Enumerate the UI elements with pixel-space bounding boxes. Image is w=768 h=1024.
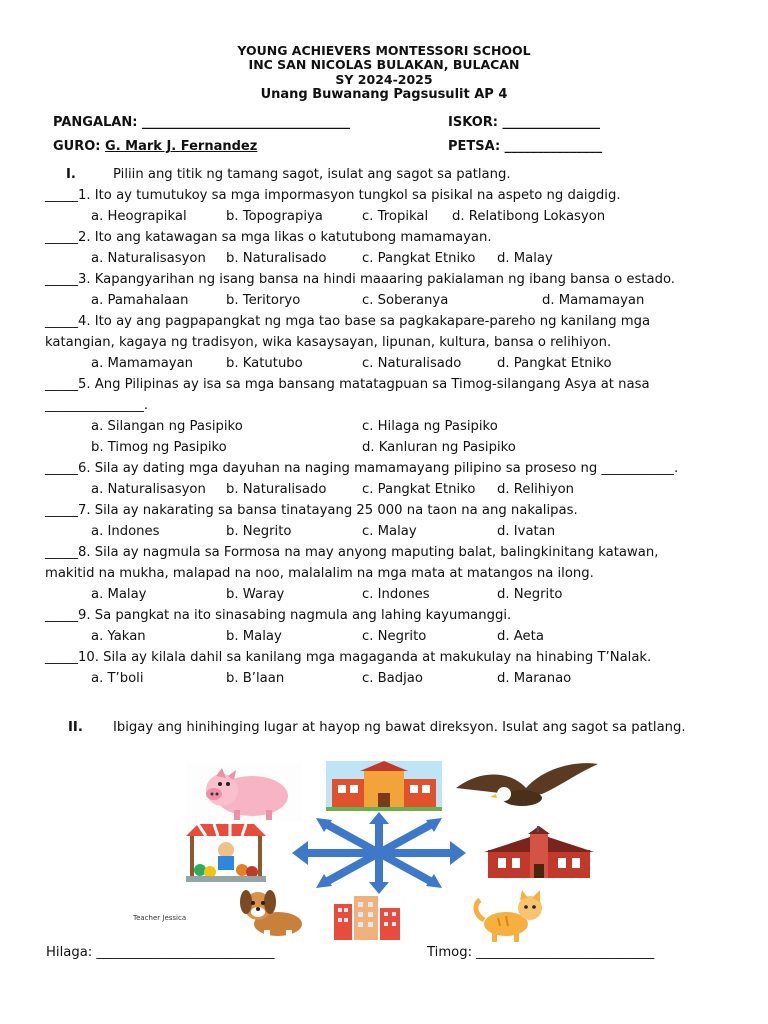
option: a. T’boli xyxy=(91,671,144,686)
option: b. Waray xyxy=(226,587,285,602)
option: b. Malay xyxy=(226,629,282,644)
question-8-cont: makitid na mukha, malapad na noo, malalalim na mga mata at matangos na ilong. xyxy=(45,566,594,581)
question-4-cont: katangian, kagaya ng tradisyon, wika kasaysayan, lipunan, kultura, bansa o relihiyon. xyxy=(45,335,612,350)
question-10: _____10. Sila ay kilala dahil sa kanilang mga magaganda at makukulay na hinabing T’Nalak. xyxy=(45,650,652,665)
option: b. Katutubo xyxy=(226,356,303,371)
option: a. Malay xyxy=(91,587,147,602)
compass-arrows-image xyxy=(290,812,468,894)
option: d. Malay xyxy=(497,251,553,266)
option: c. Indones xyxy=(362,587,430,602)
cat-image xyxy=(470,890,550,942)
option: b. Naturalisado xyxy=(226,482,327,497)
guro-field xyxy=(53,139,257,154)
option: c. Soberanya xyxy=(362,293,449,308)
option: b. Naturalisado xyxy=(226,251,327,266)
option: c. Hilaga ng Pasipiko xyxy=(362,419,498,434)
exam-title: Unang Buwanang Pagsusulit AP 4 xyxy=(260,87,508,102)
question-6: _____6. Sila ay dating mga dayuhan na naging mamamayang pilipino sa proseso ng ___________. xyxy=(45,461,679,476)
question-5: _____5. Ang Pilipinas ay isa sa mga bansang matatagpuan sa Timog-silangang Asya at nasa xyxy=(45,377,650,392)
option: b. B’laan xyxy=(226,671,285,686)
hilaga-answer-line: Hilaga: ___________________________ xyxy=(46,945,275,960)
option: b. Teritoryo xyxy=(226,293,301,308)
option: c. Tropikal xyxy=(362,209,429,224)
option: a. Heograpikal xyxy=(91,209,187,224)
school-year: SY 2024-2025 xyxy=(335,72,433,87)
option: b. Negrito xyxy=(226,524,292,539)
city-buildings-image xyxy=(330,896,404,940)
image-credit: Teacher Jessica xyxy=(133,914,187,922)
option: d. Negrito xyxy=(497,587,563,602)
part2-instruction: Ibigay ang hinihinging lugar at hayop ng bawat direksyon. Isulat ang sagot sa patlang. xyxy=(113,720,686,735)
church-image xyxy=(478,826,600,880)
option: a. Indones xyxy=(91,524,160,539)
question-4: _____4. Ito ay ang pagpapangkat ng mga tao base sa pagkakapare-pareho ng kanilang mga xyxy=(45,314,651,329)
timog-answer-line: Timog: ___________________________ xyxy=(427,945,655,960)
option: d. Mamamayan xyxy=(542,293,645,308)
question-9: _____9. Sa pangkat na ito sinasabing nagmula ang lahing kayumanggi. xyxy=(45,608,512,623)
iskor-field: ISKOR: _______________ xyxy=(448,115,600,130)
school-address: INC SAN NICOLAS BULAKAN, BULACAN xyxy=(248,57,520,72)
question-3: _____3. Kapangyarihan ng isang bansa na hindi maaaring pakialaman ng ibang bansa o estado. xyxy=(45,272,675,287)
option: c. Negrito xyxy=(362,629,427,644)
option: a. Mamamayan xyxy=(91,356,194,371)
question-8: _____8. Sila ay nagmula sa Formosa na may anyong maputing balat, balingkinitang katawan, xyxy=(45,545,659,560)
question-7: _____7. Sila ay nakarating sa bansa tinatayang 25 000 na taon na ang nakalipas. xyxy=(45,503,578,518)
option: d. Aeta xyxy=(497,629,544,644)
part1-numeral: I. xyxy=(66,167,76,182)
option: c. Naturalisado xyxy=(362,356,462,371)
option: a. Silangan ng Pasipiko xyxy=(91,419,243,434)
option: a. Naturalisasyon xyxy=(91,251,206,266)
guro-name: G. Mark J. Fernandez xyxy=(105,139,258,154)
part1-instruction: Piliin ang titik ng tamang sagot, isulat ang sagot sa patlang. xyxy=(113,167,511,182)
option: c. Pangkat Etniko xyxy=(362,251,476,266)
option: d. Kanluran ng Pasipiko xyxy=(362,440,516,455)
option: c. Badjao xyxy=(362,671,423,686)
option: b. Timog ng Pasipiko xyxy=(91,440,227,455)
pig-image xyxy=(186,764,302,822)
option: a. Naturalisasyon xyxy=(91,482,206,497)
option: b. Topograpiya xyxy=(226,209,323,224)
option: d. Relihiyon xyxy=(497,482,575,497)
option: d. Ivatan xyxy=(497,524,556,539)
pangalan-field: PANGALAN: ________________________________ xyxy=(53,115,350,130)
eagle-image xyxy=(452,760,600,820)
guro-label: GURO: xyxy=(53,139,101,154)
option: a. Pamahalaan xyxy=(91,293,189,308)
petsa-field: PETSA: _______________ xyxy=(448,139,603,154)
question-5-cont: _______________. xyxy=(45,398,149,413)
question-2: _____2. Ito ang katawagan sa mga likas o katutubong mamamayan. xyxy=(45,230,492,245)
market-stall-image xyxy=(180,822,272,884)
question-1: _____1. Ito ay tumutukoy sa mga impormasyon tungkol sa pisikal na aspeto ng daigdig. xyxy=(45,188,621,203)
option: c. Malay xyxy=(362,524,417,539)
school-name: YOUNG ACHIEVERS MONTESSORI SCHOOL xyxy=(237,43,531,58)
dog-image xyxy=(228,884,312,940)
option: c. Pangkat Etniko xyxy=(362,482,476,497)
option: a. Yakan xyxy=(91,629,146,644)
option: d. Relatibong Lokasyon xyxy=(452,209,606,224)
part2-numeral: II. xyxy=(68,720,83,735)
option: d. Pangkat Etniko xyxy=(497,356,612,371)
option: d. Maranao xyxy=(497,671,572,686)
school-building-image xyxy=(326,761,442,811)
